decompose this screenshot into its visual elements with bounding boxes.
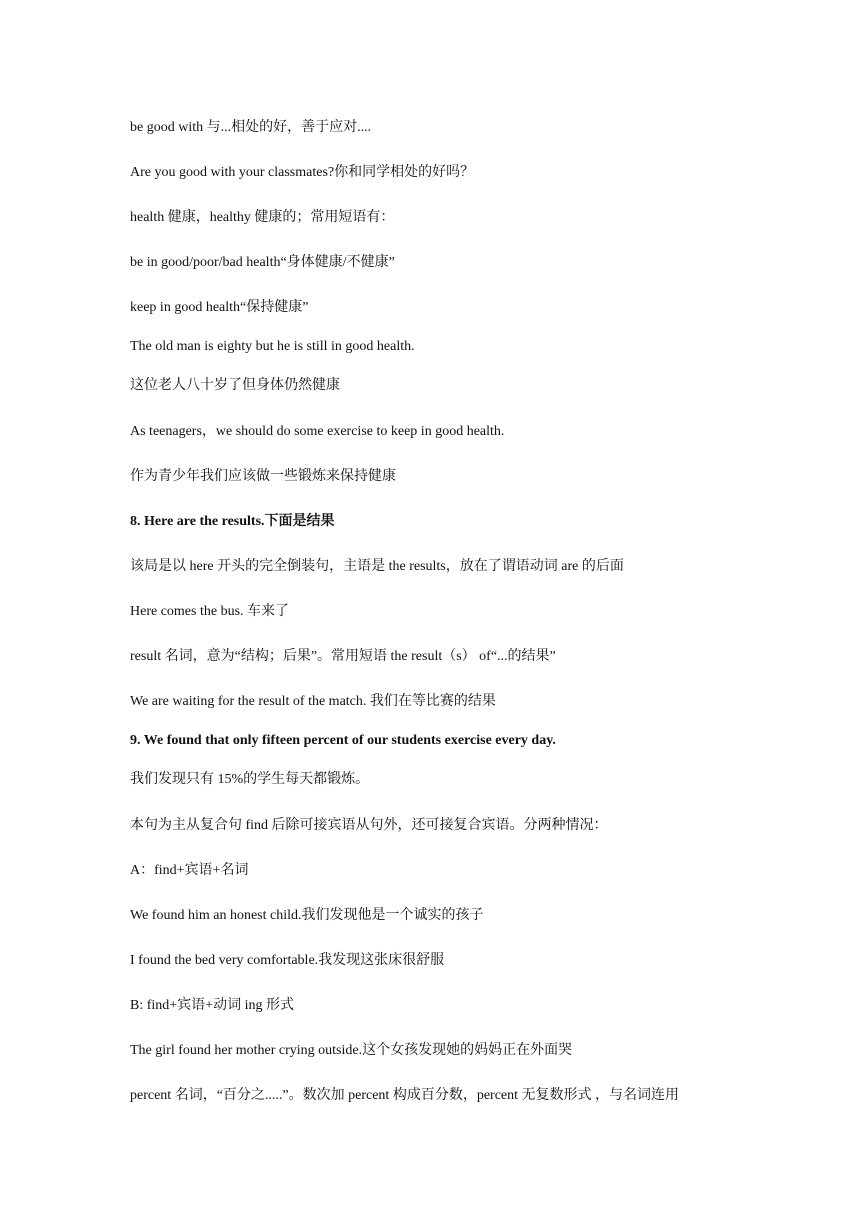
text-line: percent 名词，“百分之.....”。数次加 percent 构成百分数，percent 无复数形式 ，与名词连用 — [130, 1088, 680, 1103]
text-line: result 名词，意为“结构；后果”。常用短语 the result（s） of“...的结果” — [130, 649, 556, 664]
text-line: health 健康，healthy 健康的；常用短语有： — [130, 210, 395, 225]
text-line: 这位老人八十岁了但身体仍然健康 — [130, 378, 340, 393]
text-line: 我们发现只有 15%的学生每天都锻炼。 — [130, 772, 370, 787]
text-line: We found him an honest child.我们发现他是一个诚实的孩子 — [130, 908, 484, 923]
text-line: Are you good with your classmates?你和同学相处的好吗？ — [130, 165, 475, 180]
text-line: keep in good health“保持健康” — [130, 300, 309, 315]
text-line: 该局是以 here 开头的完全倒装句，主语是 the results，放在了谓语动词 are 的后面 — [130, 559, 624, 574]
text-line: Here comes the bus. 车来了 — [130, 604, 290, 619]
text-line: The girl found her mother crying outside.这个女孩发现她的妈妈正在外面哭 — [130, 1043, 573, 1058]
text-line: As teenagers，we should do some exercise to keep in good health. — [130, 424, 505, 439]
text-line: 本句为主从复合句 find 后除可接宾语从句外，还可接复合宾语。分两种情况： — [130, 818, 608, 833]
text-line: A：find+宾语+名词 — [130, 863, 249, 878]
text-line: be good with 与...相处的好，善于应对.... — [130, 120, 372, 135]
text-line: B: find+宾语+动词 ing 形式 — [130, 998, 294, 1013]
text-line: We are waiting for the result of the match. 我们在等比赛的结果 — [130, 694, 496, 709]
section-heading: 8. Here are the results.下面是结果 — [130, 514, 335, 529]
section-heading: 9. We found that only fifteen percent of our students exercise every day. — [130, 733, 556, 748]
text-line: The old man is eighty but he is still in good health. — [130, 339, 415, 354]
text-line: I found the bed very comfortable.我发现这张床很舒服 — [130, 953, 445, 968]
text-line: 作为青少年我们应该做一些锻炼来保持健康 — [130, 469, 396, 484]
text-line: be in good/poor/bad health“身体健康/不健康” — [130, 255, 395, 270]
